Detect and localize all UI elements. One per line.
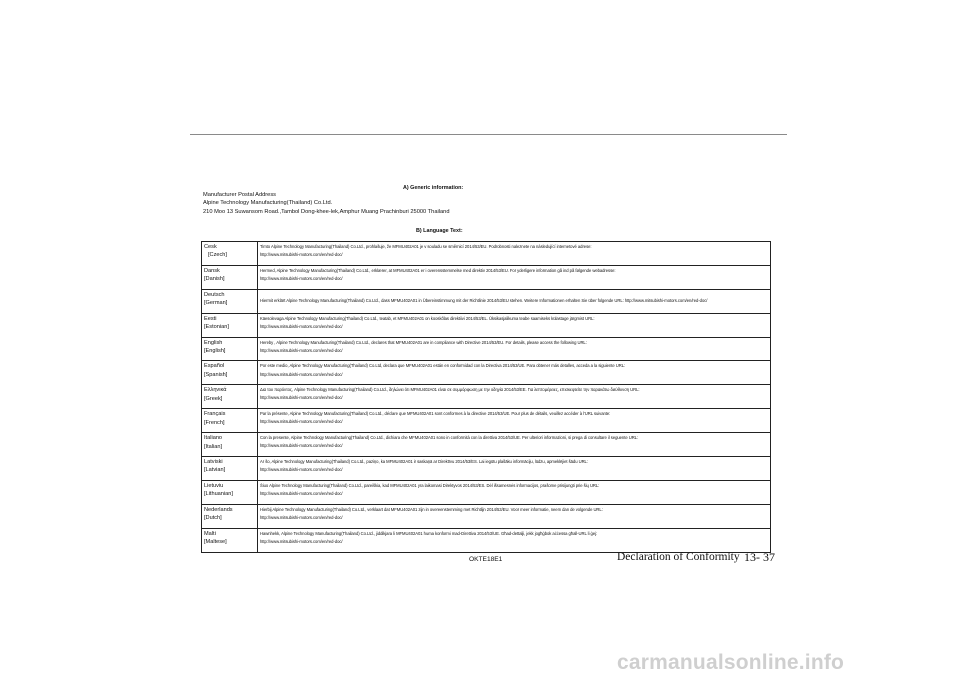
language-name: Italiano [204,435,223,442]
declaration-text: Hierbij Alpine Technology Manufacturing(Thailand) Co.Ltd., verklaart dat MFMU402A01 zijn in overeenstemming met Richtlijn 2014/53/EU. Voor meer informatie, neem dan de volgende URL: [260,506,603,512]
declaration-url: http://www.mitsubishi-motors.com/en/red-doc/ [260,443,343,449]
declaration-cell [258,409,771,433]
language-code: [German] [204,300,228,307]
language-code: [English] [204,347,226,354]
language-name: Nederlands [204,506,233,513]
language-name: Español [204,363,225,370]
address-line: 210 Moo 13 Suwansom Road.,Tambol Dong-khee-lek,Amphur Muang Prachinburi 25000 Thailand [203,208,450,215]
language-name-cell [202,480,258,504]
language-code: [Lithuanian] [204,491,233,498]
declaration-text: Hawnhekk, Alpine Technology Manufacturing(Thailand) Co.Ltd., jiddikjara li MFMU402A01 huma konformi mad-Direttiva 2014/53/UE. Għad-dettalji, jekk jogħġbok aċċessa għall-URL li ġej: [260,530,598,536]
declaration-cell [258,457,771,481]
declaration-cell [258,242,771,266]
table-row [202,265,771,289]
language-name-cell [202,528,258,552]
declaration-url: http://www.mitsubishi-motors.com/en/red-doc/ [260,419,343,425]
table-row [202,504,771,528]
section-b-heading: B) Language Text: [416,228,463,234]
header-rule [190,134,787,135]
declaration-url: http://www.mitsubishi-motors.com/en/red-doc/ [260,347,343,353]
language-name: Lietuviu [204,482,224,489]
declaration-text: Con la presente, Alpine Technology Manufacturing(Thailand) Co.Ltd., dichiara che MFMU402A01 sono in conformità con la direttiva 2014/53/UE. Per ulteriori informazioni, si prega di consultare il seguente URL: [260,435,639,441]
declaration-url: http://www.mitsubishi-motors.com/en/red-doc/ [260,467,343,473]
declaration-url: http://www.mitsubishi-motors.com/en/red-doc/ [260,538,343,544]
language-name: English [204,339,223,346]
table-row [202,361,771,385]
page-number: 13- 37 [744,550,775,564]
document-code: OKTE18E1 [469,556,503,563]
language-name: Latviski [204,459,223,466]
declaration-cell [258,385,771,409]
language-name-cell [202,242,258,266]
declaration-cell [258,480,771,504]
language-name-cell [202,409,258,433]
section-a-heading: A) Generic information: [403,185,464,191]
language-code: [Latvian] [204,467,226,474]
language-name: Malti [204,530,216,537]
language-name: Ελληνικά [204,387,227,394]
language-code: [Spanish] [204,371,228,378]
declaration-cell [258,504,771,528]
declaration-url: http://www.mitsubishi-motors.com/en/red-doc/ [260,514,343,520]
language-name-cell [202,337,258,361]
declaration-cell [258,265,771,289]
language-code: [Greek] [204,395,223,402]
manufacturer-address [203,191,450,216]
language-name: Deutsch [204,291,225,298]
table-row [202,457,771,481]
declaration-cell [258,289,771,313]
language-table [201,241,771,553]
declaration-text: Käesolevaga Alpine Technology Manufacturing(Thailand) Co.Ltd., teatab, et MFMU402A01 on kooskõlas direktiivi 2014/53/EL. Üksikasjalikuma teabe saamiseks külastage järgmist URL: [260,315,595,321]
table-row [202,289,771,313]
language-code: [Dutch] [204,515,222,522]
table-row [202,313,771,337]
declaration-text: Δια του παρόντος, Alpine Technology Manufacturing(Thailand) Co.Ltd., δηλώνει ότι MFMU402A01 είναι σε συμμόρφωση με την οδηγία 2014/53/ΕΕ. Για λεπτομέρειες, επισκεφτείτε την παρακάτω διεύθυνση URL: [260,387,640,393]
address-line: Manufacturer Postal Address [203,192,277,198]
table-row [202,242,771,266]
declaration-text: Timto Alpine Technology Manufacturing(Thailand) Co.Ltd., prohlašuje, že MFMU402A01 je v souladu se směrnicí 2014/53/EU. Podrobnosti naleznete na následující internetové adrese: [260,244,592,249]
declaration-text: Hiermit erklärt Alpine Technology Manufacturing(Thailand) Co.Ltd., dass MFMU402A01 in Übereinstimmung mit der Richtlinie 2014/53/EU stehen. Weitere Informationen erhalten Sie über folgende URL: http://www.mitsubishi-motors.com/en/red-doc/ [260,298,708,304]
declaration-text: Por este medio, Alpine Technology Manufacturing(Thailand) Co.Ltd, declara que MFMU402A01 están en conformidad con la Directiva 2014/53/UE. Para obtener más detalles, acceda a la siguiente URL: [260,363,626,369]
language-name: Dansk [204,267,220,274]
table-row [202,480,771,504]
language-name-cell [202,289,258,313]
declaration-text: Par la présente, Alpine Technology Manufacturing(Thailand) Co.Ltd., déclare que MFMU402A01 sont conformes à la directive 2014/53/UE. Pour plus de détails, veuillez accéder à l'URL suivante: [260,411,611,417]
watermark: carmanualsonline.info [617,651,845,674]
language-code: [Italian] [204,443,223,450]
footer-title: Declaration of Conformity [617,551,740,563]
language-name-cell [202,313,258,337]
language-name: Eesti [204,315,217,322]
address-line: Alpine Technology Manufacturing(Thailand) Co.Ltd. [203,200,333,207]
declaration-cell [258,433,771,457]
declaration-text: Hereby , Alpine Technology Manufacturing(Thailand) Co.Ltd., declares that MFMU402A01 are in compliance with Directive 2014/53/EU. For details, please access the following URL: [260,339,587,345]
declaration-url: http://www.mitsubishi-motors.com/en/red-doc/ [260,395,343,401]
language-code: [Danish] [204,276,225,283]
declaration-text: Ar šo, Alpine Technology Manufacturing(Thailand) Co.Ltd., paziņo, ka MFMU402A01 ir saskaņā ar Direktīvu 2014/53/ES. Lai iegūtu plašāku informāciju, lūdzu, apmeklējiet šādu URL: [260,459,588,465]
language-code: [Estonian] [204,324,229,331]
table-row [202,409,771,433]
declaration-text: Šiuo Alpine Technology Manufacturing(Thailand) Co.Ltd., pareiškia, kad MFMU402A01 yra laikomasi Direktyvos 2014/53/ES. Dėl išsamesnės informacijos, prašome prisijungti prie šių URL: [260,482,600,488]
table-row [202,433,771,457]
declaration-url: http://www.mitsubishi-motors.com/en/red-doc/ [260,371,343,377]
table-row [202,337,771,361]
language-name-cell [202,265,258,289]
declaration-url: http://www.mitsubishi-motors.com/en/red-doc/ [260,252,343,258]
table-row [202,385,771,409]
language-name: Cesk [204,244,217,250]
declaration-url: http://www.mitsubishi-motors.com/en/red-doc/ [260,323,343,329]
language-code: [Czech] [208,252,227,259]
declaration-cell [258,361,771,385]
declaration-cell [258,313,771,337]
declaration-cell [258,528,771,552]
declaration-cell [258,337,771,361]
table-row [202,528,771,552]
language-name: Français [204,411,226,418]
declaration-url: http://www.mitsubishi-motors.com/en/red-doc/ [260,275,343,281]
language-code: [Maltese] [204,539,227,546]
language-name-cell [202,457,258,481]
language-name-cell [202,433,258,457]
declaration-text: Hermed, Alpine Technology Manufacturing(Thailand) Co.Ltd., erklærer, at MFMU402A01 er i overensstemmelse med direktiv 2014/53/EU. For yderligere information gå ind på følgende webadresse: [260,267,616,273]
declaration-url: http://www.mitsubishi-motors.com/en/red-doc/ [260,491,343,496]
language-name-cell [202,385,258,409]
language-name-cell [202,361,258,385]
language-name-cell [202,504,258,528]
language-code: [French] [204,419,225,426]
